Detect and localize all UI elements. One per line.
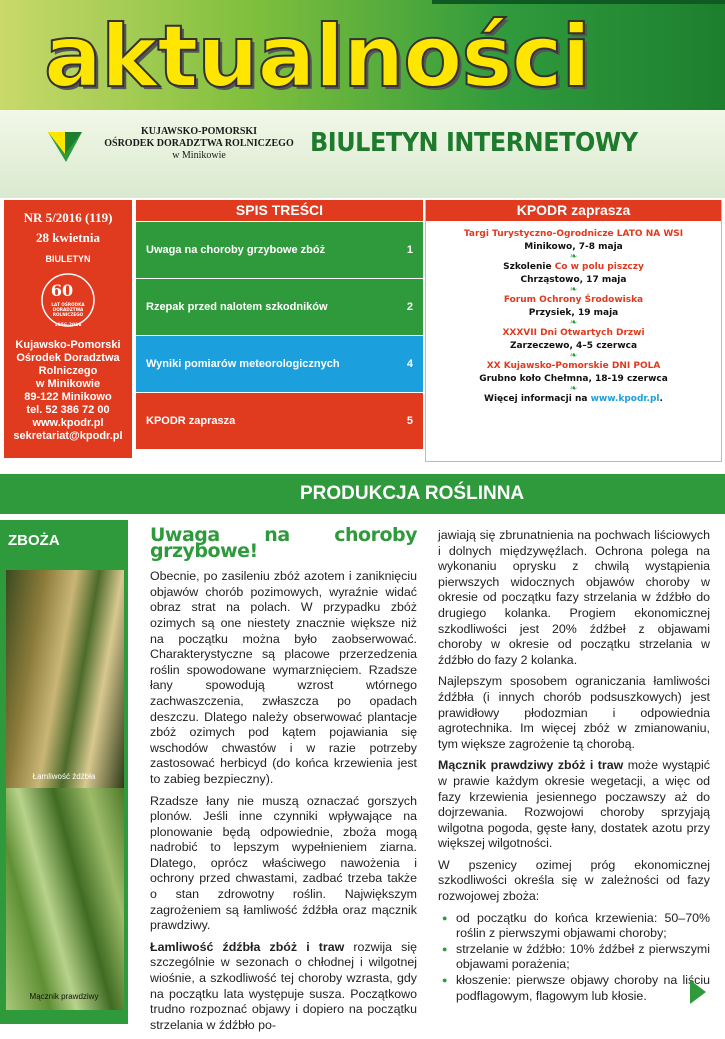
event-prefix: Szkolenie: [503, 262, 555, 272]
svg-text:LAT OŚRODKA: LAT OŚRODKA: [51, 302, 85, 307]
leaf-icon: ❧: [569, 351, 578, 361]
event-item: [426, 360, 721, 393]
paragraph-text: może wystąpić w prawie każdym okresie wegetacji, a więc od fazy krzewienia jesiennego poczawszy aż do dojrzewania. Rozwojowi choroby sprzyjają wilgotna pogoda, gęste łany, dostatek azotu przy większej wilgotności.: [438, 758, 711, 851]
sidebar: [0, 520, 128, 1024]
events-list: [426, 221, 721, 406]
org-line2: OŚRODEK DORADZTWA ROLNICZEGO: [104, 138, 294, 149]
event-name: Co w polu piszczy: [554, 262, 644, 272]
masthead-subtitle: BIULETYN INTERNETOWY: [310, 128, 638, 158]
org-name: [92, 126, 306, 162]
issue-date: 28 kwietnia: [36, 230, 100, 245]
org-line1: KUJAWSKO-POMORSKI: [140, 126, 258, 137]
svg-text:ROLNICZEGO: ROLNICZEGO: [52, 312, 84, 317]
toc-heading: SPIS TREŚCI: [136, 200, 423, 221]
leaf-icon: ❧: [569, 252, 578, 262]
event-place: Chrząstowo, 17 maja: [520, 274, 627, 285]
address-line: w Minikowie: [35, 378, 101, 390]
phone-number: tel. 52 386 72 00: [26, 404, 110, 416]
issue-kind: BIULETYN: [45, 254, 91, 264]
event-item: [426, 261, 721, 294]
event-name: Targi Turystyczno-Ogrodnicze LATO NA WSI: [463, 229, 684, 239]
badge-years: 60: [50, 281, 74, 300]
paragraph-lead: Łamliwość źdźbła zbóż i traw: [150, 939, 345, 954]
issue-info-box: [4, 200, 132, 458]
paragraph: W pszenicy ozimej próg ekonomicznej szkodliwości określa się w zależności od fazy rozwojowej zboża:: [438, 857, 710, 904]
next-page-arrow-icon[interactable]: [690, 980, 706, 1004]
article-column-1: [150, 524, 417, 1039]
toc-item-label: Uwaga na choroby grzybowe zbóż: [146, 244, 326, 256]
event-name: XXXVII Dni Otwartych Drzwi: [502, 328, 645, 338]
org-line3: w Minikowie: [172, 150, 226, 161]
leaf-icon: ❧: [569, 318, 578, 328]
article-title: Uwaga na choroby grzybowe!: [150, 524, 417, 562]
more-info-link[interactable]: www.kpodr.pl: [590, 394, 660, 404]
address-line: Kujawsko-Pomorski: [15, 339, 121, 351]
website-link[interactable]: www.kpodr.pl: [32, 417, 104, 429]
address-line: Ośrodek Doradztwa: [16, 352, 120, 364]
event-item: [426, 294, 721, 327]
masthead-topline: [432, 0, 725, 4]
anniversary-badge-icon: [40, 272, 96, 328]
event-item: [426, 228, 721, 261]
section-title: PRODUKCJA ROŚLINNA: [0, 474, 725, 514]
toc-item-label: KPODR zaprasza: [146, 415, 236, 427]
event-place: Minikowo, 7-8 maja: [524, 241, 623, 252]
list-item: ● kłoszenie: pierwsze objawy choroby na liściu podflagowym, flagowym lub kłosie.: [442, 973, 710, 1004]
event-name: XX Kujawsko-Pomorskie DNI POLA: [486, 361, 661, 371]
masthead: [0, 0, 725, 198]
toc-item-label: Rzepak przed nalotem szkodników: [146, 301, 328, 313]
toc-item-page: 4: [406, 358, 413, 370]
masthead-title: aktualności: [44, 7, 591, 107]
more-info: [426, 393, 721, 406]
threshold-list: [442, 911, 710, 1005]
toc-item-page: 2: [406, 301, 413, 313]
event-item: [426, 327, 721, 360]
photo-eyespot: [6, 570, 124, 788]
paragraph-lead: Mącznik prawdziwy zbóż i traw: [438, 758, 624, 773]
contact-address: [4, 339, 132, 443]
toc-item-label: Wyniki pomiarów meteorologicznych: [146, 358, 340, 370]
list-item: ● strzelanie w źdźbło: 10% źdźbeł z pierwszymi objawami porażenia;: [442, 942, 710, 973]
paragraph: jawiają się zbrunatnienia na pochwach liściowych i dolnych międzywęźlach. Ochrona polega na wykonaniu oprysku z chwilą wystąpienia pierwszych widocznych objawów choroby w okresie od początku fazy strzelania w źdźbło do drugiego kolanka. Progiem ekonomicznej szkodliwości jest 20% źdźbeł z objawami choroby w okresie od początku strzelania w źdźbło do fazy 2 kolanka.: [438, 528, 710, 667]
paragraph: Rzadsze łany nie muszą oznaczać gorszych plonów. Jeśli inne czynniki wpływające na plonowanie będą odpowiednie, zboża mogą nadrobić to lepszym wypełnieniem ziarna. Dlatego, oprócz właściwego nawożenia i ochrony przed chwastami, zadbać trzeba także o stan zdrowotny roślin. Największym zagrożeniem są łamliwość źdźbła oraz mącznik prawdziwy.: [150, 793, 417, 933]
paragraph: Obecnie, po zasileniu zbóż azotem i zaniknięciu objawów chorób pozimowych, wyraźnie widać obraz strat na polach. W przypadku zbóż ozimych są one niestety znacznie większe niż na początku można było zaobserwować. Charakterystyczne są placowe przerzedzenia roślin spowodowane wymarznięciem. Rzadsze łany spowodują wzrost wtórnego zachwaszczenia, zwłaszcza po opadach deszczu. Dlatego należy obserwować plantacje zbóż ozimych pod kątem pojawiania się wschodów chwastów i w razie potrzeby zastosować herbicyd (do końca krzewienia jest to zabieg bezpieczny).: [150, 569, 417, 786]
events-panel: [425, 200, 722, 462]
paragraph: Najlepszym sposobem ograniczania łamliwości źdźbła (i innych chorób podsuszkowych) jest prawidłowy płodozmian i odpowiednia agrotechnika. Im więcej zbóż w zmianowaniu, tym większe zagrożenie tą chorobą.: [438, 674, 710, 751]
toc-item[interactable]: [136, 278, 423, 335]
badge-range: 1956-2016: [54, 323, 82, 328]
toc-item-page: 1: [406, 244, 413, 256]
list-item: ● od początku do końca krzewienia: 50–70% roślin z pierwszymi objawami choroby;: [442, 911, 710, 942]
events-heading: KPODR zaprasza: [426, 200, 721, 221]
event-place: Przysiek, 19 maja: [528, 307, 619, 318]
article-column-2: [438, 528, 710, 1004]
address-line: 89-122 Minikowo: [24, 391, 112, 403]
table-of-contents: [136, 200, 423, 462]
event-place: Grubno koło Chełmna, 18-19 czerwca: [479, 373, 668, 384]
toc-item-page: 5: [406, 415, 413, 427]
more-info-text: Więcej informacji na: [484, 394, 591, 404]
photo-mildew: [6, 788, 124, 1010]
issue-number: NR 5/2016 (119): [23, 210, 113, 225]
event-place: Zarzeczewo, 4–5 czerwca: [509, 340, 638, 351]
more-info-end: .: [659, 394, 663, 404]
toc-item[interactable]: [136, 392, 423, 449]
event-name: Forum Ochrony Środowiska: [503, 295, 644, 305]
leaf-icon: ❧: [569, 285, 578, 295]
kpodr-logo-icon: [48, 128, 82, 162]
toc-item[interactable]: [136, 335, 423, 392]
sidebar-label: ZBOŻA: [8, 532, 60, 549]
svg-text:DORADZTWA: DORADZTWA: [52, 307, 84, 312]
email-link[interactable]: sekretariat@kpodr.pl: [13, 430, 123, 442]
photo-caption: Mącznik prawdziwy: [29, 992, 99, 1001]
paragraph: [438, 758, 710, 852]
photo-caption: Łamliwość źdźbła: [32, 772, 96, 781]
toc-item[interactable]: [136, 221, 423, 278]
paragraph: [150, 940, 417, 1034]
address-line: Rolniczego: [38, 365, 98, 377]
paragraph-text: rozwija się szczególnie w sezonach o chłodnej i wilgotnej wiośnie, a szkodliwość tej choroby wzrasta, gdy na początku lata występuje susza. Początkowo trudno rozpoznać objawy i dopiero na początku strzelania w źdźbło po-: [150, 939, 417, 1032]
leaf-icon: ❧: [569, 384, 578, 394]
